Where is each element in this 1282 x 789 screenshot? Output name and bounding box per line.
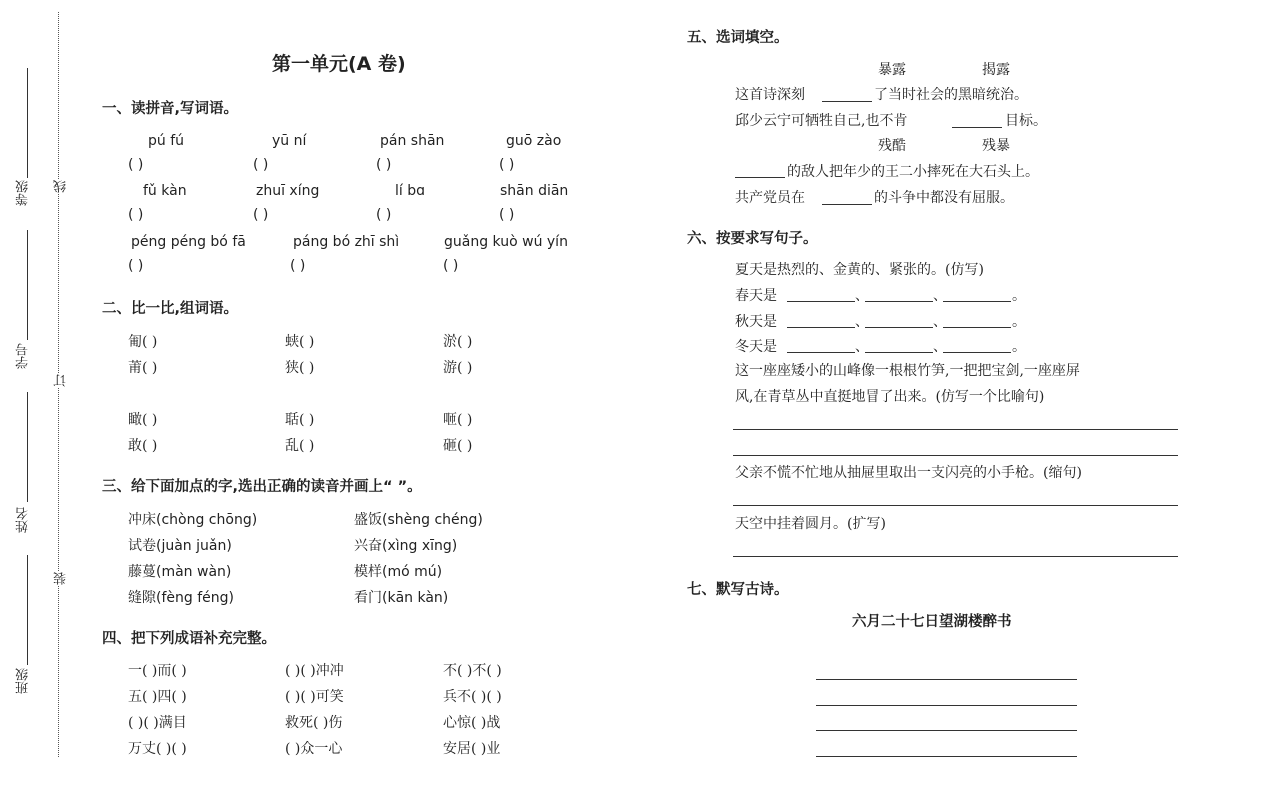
answer-paren-3-1: ( ) bbox=[128, 258, 144, 274]
pinyin-1-4: guō zào bbox=[506, 133, 562, 149]
pinyin-3-3: guǎng kuò wú yín bbox=[444, 234, 568, 250]
compare-item: 敢( ) bbox=[128, 438, 158, 454]
separator: 、 bbox=[933, 339, 947, 355]
pronunciation-item: 看门(kān kàn) bbox=[354, 590, 449, 606]
page-title: 第一单元(A 卷) bbox=[272, 53, 406, 75]
poem-line bbox=[816, 679, 1077, 680]
answer-line bbox=[733, 505, 1178, 506]
binding-label-student-number: 学号 bbox=[16, 343, 31, 369]
pinyin-1-3: pán shān bbox=[380, 133, 445, 149]
idiom-item: ( )( )满目 bbox=[128, 715, 187, 731]
season-prefix: 春天是 bbox=[735, 288, 777, 304]
idiom-item: 万丈( )( ) bbox=[128, 741, 187, 757]
pronunciation-item: 藤蔓(màn wàn) bbox=[128, 564, 232, 580]
condense-prompt: 父亲不慌不忙地从抽屉里取出一支闪亮的小手枪。(缩句) bbox=[735, 465, 1082, 481]
blank-line bbox=[787, 327, 855, 328]
period: 。 bbox=[1012, 314, 1026, 330]
period: 。 bbox=[1012, 288, 1026, 304]
binding-label-grade: 等级 bbox=[16, 180, 31, 206]
pinyin-1-2: yū ní bbox=[272, 133, 307, 149]
separator: 、 bbox=[933, 314, 947, 330]
answer-paren-2-4: ( ) bbox=[499, 207, 515, 223]
binding-line-2 bbox=[27, 230, 28, 340]
answer-line bbox=[733, 455, 1178, 456]
binding-label-name: 姓名 bbox=[16, 507, 31, 533]
section-2-heading: 二、比一比,组词语。 bbox=[102, 301, 239, 317]
compare-item: 蛱( ) bbox=[285, 334, 315, 350]
binding-line-3 bbox=[27, 392, 28, 502]
idiom-item: 兵不( )( ) bbox=[443, 689, 502, 705]
fill-sentence-1-b: 了当时社会的黑暗统治。 bbox=[874, 87, 1028, 103]
compare-item: 狭( ) bbox=[285, 360, 315, 376]
section-5-heading: 五、选词填空。 bbox=[687, 30, 789, 46]
section-3-heading: 三、给下面加点的字,选出正确的读音并画上“ ”。 bbox=[102, 479, 422, 495]
answer-paren-1-3: ( ) bbox=[376, 157, 392, 173]
pinyin-2-2: zhuī xíng bbox=[256, 183, 320, 199]
season-prefix: 冬天是 bbox=[735, 339, 777, 355]
pinyin-2-3: lí bɑ bbox=[395, 183, 426, 199]
season-prefix: 秋天是 bbox=[735, 314, 777, 330]
blank-line bbox=[943, 301, 1011, 302]
pronunciation-item: 兴奋(xìng xīng) bbox=[354, 538, 458, 554]
blank-line bbox=[952, 127, 1002, 128]
blank-line bbox=[822, 204, 872, 205]
idiom-item: 救死( )伤 bbox=[285, 715, 343, 731]
binding-mark-line: 线 bbox=[54, 180, 69, 193]
pinyin-3-2: páng bó zhī shì bbox=[293, 234, 400, 250]
pinyin-3-1: péng péng bó fā bbox=[131, 234, 246, 250]
answer-paren-3-2: ( ) bbox=[290, 258, 306, 274]
answer-paren-1-4: ( ) bbox=[499, 157, 515, 173]
idiom-item: 心惊( )战 bbox=[443, 715, 501, 731]
separator: 、 bbox=[933, 288, 947, 304]
binding-mark-bind: 装 bbox=[54, 572, 69, 585]
section-1-heading: 一、读拼音,写词语。 bbox=[102, 101, 239, 117]
blank-line bbox=[865, 327, 933, 328]
fill-sentence-1-a: 这首诗深刻 bbox=[735, 87, 805, 103]
poem-title: 六月二十七日望湖楼醉书 bbox=[852, 614, 1012, 630]
blank-line bbox=[787, 352, 855, 353]
pinyin-2-1: fǔ kàn bbox=[143, 183, 187, 199]
blank-line bbox=[943, 327, 1011, 328]
expand-prompt: 天空中挂着圆月。(扩写) bbox=[735, 516, 886, 532]
answer-paren-2-1: ( ) bbox=[128, 207, 144, 223]
idiom-item: ( )众一心 bbox=[285, 741, 343, 757]
pinyin-1-1: pú fú bbox=[148, 133, 185, 149]
simile-prompt-line-1: 这一座座矮小的山峰像一根根竹笋,一把把宝剑,一座座屏 bbox=[735, 363, 1080, 379]
word-choice: 暴露 bbox=[878, 62, 906, 78]
section-6-heading: 六、按要求写句子。 bbox=[687, 231, 818, 247]
period: 。 bbox=[1012, 339, 1026, 355]
word-choice: 残酷 bbox=[878, 138, 906, 154]
poem-line bbox=[816, 730, 1077, 731]
pronunciation-item: 冲床(chòng chōng) bbox=[128, 512, 258, 528]
compare-item: 砸( ) bbox=[443, 438, 473, 454]
binding-line-4 bbox=[27, 555, 28, 665]
idiom-item: 不( )不( ) bbox=[443, 663, 502, 679]
idiom-item: 安居( )业 bbox=[443, 741, 501, 757]
fill-sentence-2-a: 邱少云宁可牺牲自己,也不肯 bbox=[735, 113, 908, 129]
compare-item: 瞰( ) bbox=[128, 412, 158, 428]
fill-sentence-4-b: 的斗争中都没有屈服。 bbox=[874, 190, 1014, 206]
blank-line bbox=[787, 301, 855, 302]
binding-label-class: 班级 bbox=[16, 668, 31, 694]
idiom-item: ( )( )可笑 bbox=[285, 689, 344, 705]
separator: 、 bbox=[855, 288, 869, 304]
fill-sentence-2-b: 目标。 bbox=[1005, 113, 1047, 129]
separator: 、 bbox=[855, 339, 869, 355]
blank-line bbox=[943, 352, 1011, 353]
compare-item: 乱( ) bbox=[285, 438, 315, 454]
separator: 、 bbox=[855, 314, 869, 330]
compare-item: 匍( ) bbox=[128, 334, 158, 350]
section-4-heading: 四、把下列成语补充完整。 bbox=[102, 631, 276, 647]
compare-item: 游( ) bbox=[443, 360, 473, 376]
binding-line-1 bbox=[27, 68, 28, 178]
pronunciation-item: 模样(mó mú) bbox=[354, 564, 443, 580]
answer-paren-1-1: ( ) bbox=[128, 157, 144, 173]
fill-sentence-3: 的敌人把年少的王二小摔死在大石头上。 bbox=[787, 164, 1039, 180]
answer-line bbox=[733, 556, 1178, 557]
pronunciation-item: 试卷(juàn juǎn) bbox=[128, 538, 232, 554]
answer-paren-3-3: ( ) bbox=[443, 258, 459, 274]
idiom-item: 五( )四( ) bbox=[128, 689, 187, 705]
blank-line bbox=[822, 101, 872, 102]
compare-item: 淤( ) bbox=[443, 334, 473, 350]
idiom-item: 一( )而( ) bbox=[128, 663, 187, 679]
blank-line bbox=[865, 352, 933, 353]
compare-item: 莆( ) bbox=[128, 360, 158, 376]
poem-line bbox=[816, 756, 1077, 757]
answer-paren-1-2: ( ) bbox=[253, 157, 269, 173]
idiom-item: ( )( )冲冲 bbox=[285, 663, 344, 679]
binding-mark-staple: 订 bbox=[54, 374, 69, 387]
simile-prompt-line-2: 风,在青草丛中直挺地冒了出来。(仿写一个比喻句) bbox=[735, 389, 1045, 405]
pronunciation-item: 缝隙(fèng féng) bbox=[128, 590, 234, 606]
pronunciation-item: 盛饭(shèng chéng) bbox=[354, 512, 483, 528]
compare-item: 咂( ) bbox=[443, 412, 473, 428]
answer-paren-2-3: ( ) bbox=[376, 207, 392, 223]
blank-line bbox=[735, 177, 785, 178]
section-7-heading: 七、默写古诗。 bbox=[687, 582, 789, 598]
answer-paren-2-2: ( ) bbox=[253, 207, 269, 223]
word-choice: 残暴 bbox=[982, 138, 1010, 154]
blank-line bbox=[865, 301, 933, 302]
poem-line bbox=[816, 705, 1077, 706]
pinyin-2-4: shān diān bbox=[500, 183, 569, 199]
example-sentence: 夏天是热烈的、金黄的、紧张的。(仿写) bbox=[735, 262, 984, 278]
fill-sentence-4-a: 共产党员在 bbox=[735, 190, 805, 206]
compare-item: 聒( ) bbox=[285, 412, 315, 428]
word-choice: 揭露 bbox=[982, 62, 1010, 78]
answer-line bbox=[733, 429, 1178, 430]
